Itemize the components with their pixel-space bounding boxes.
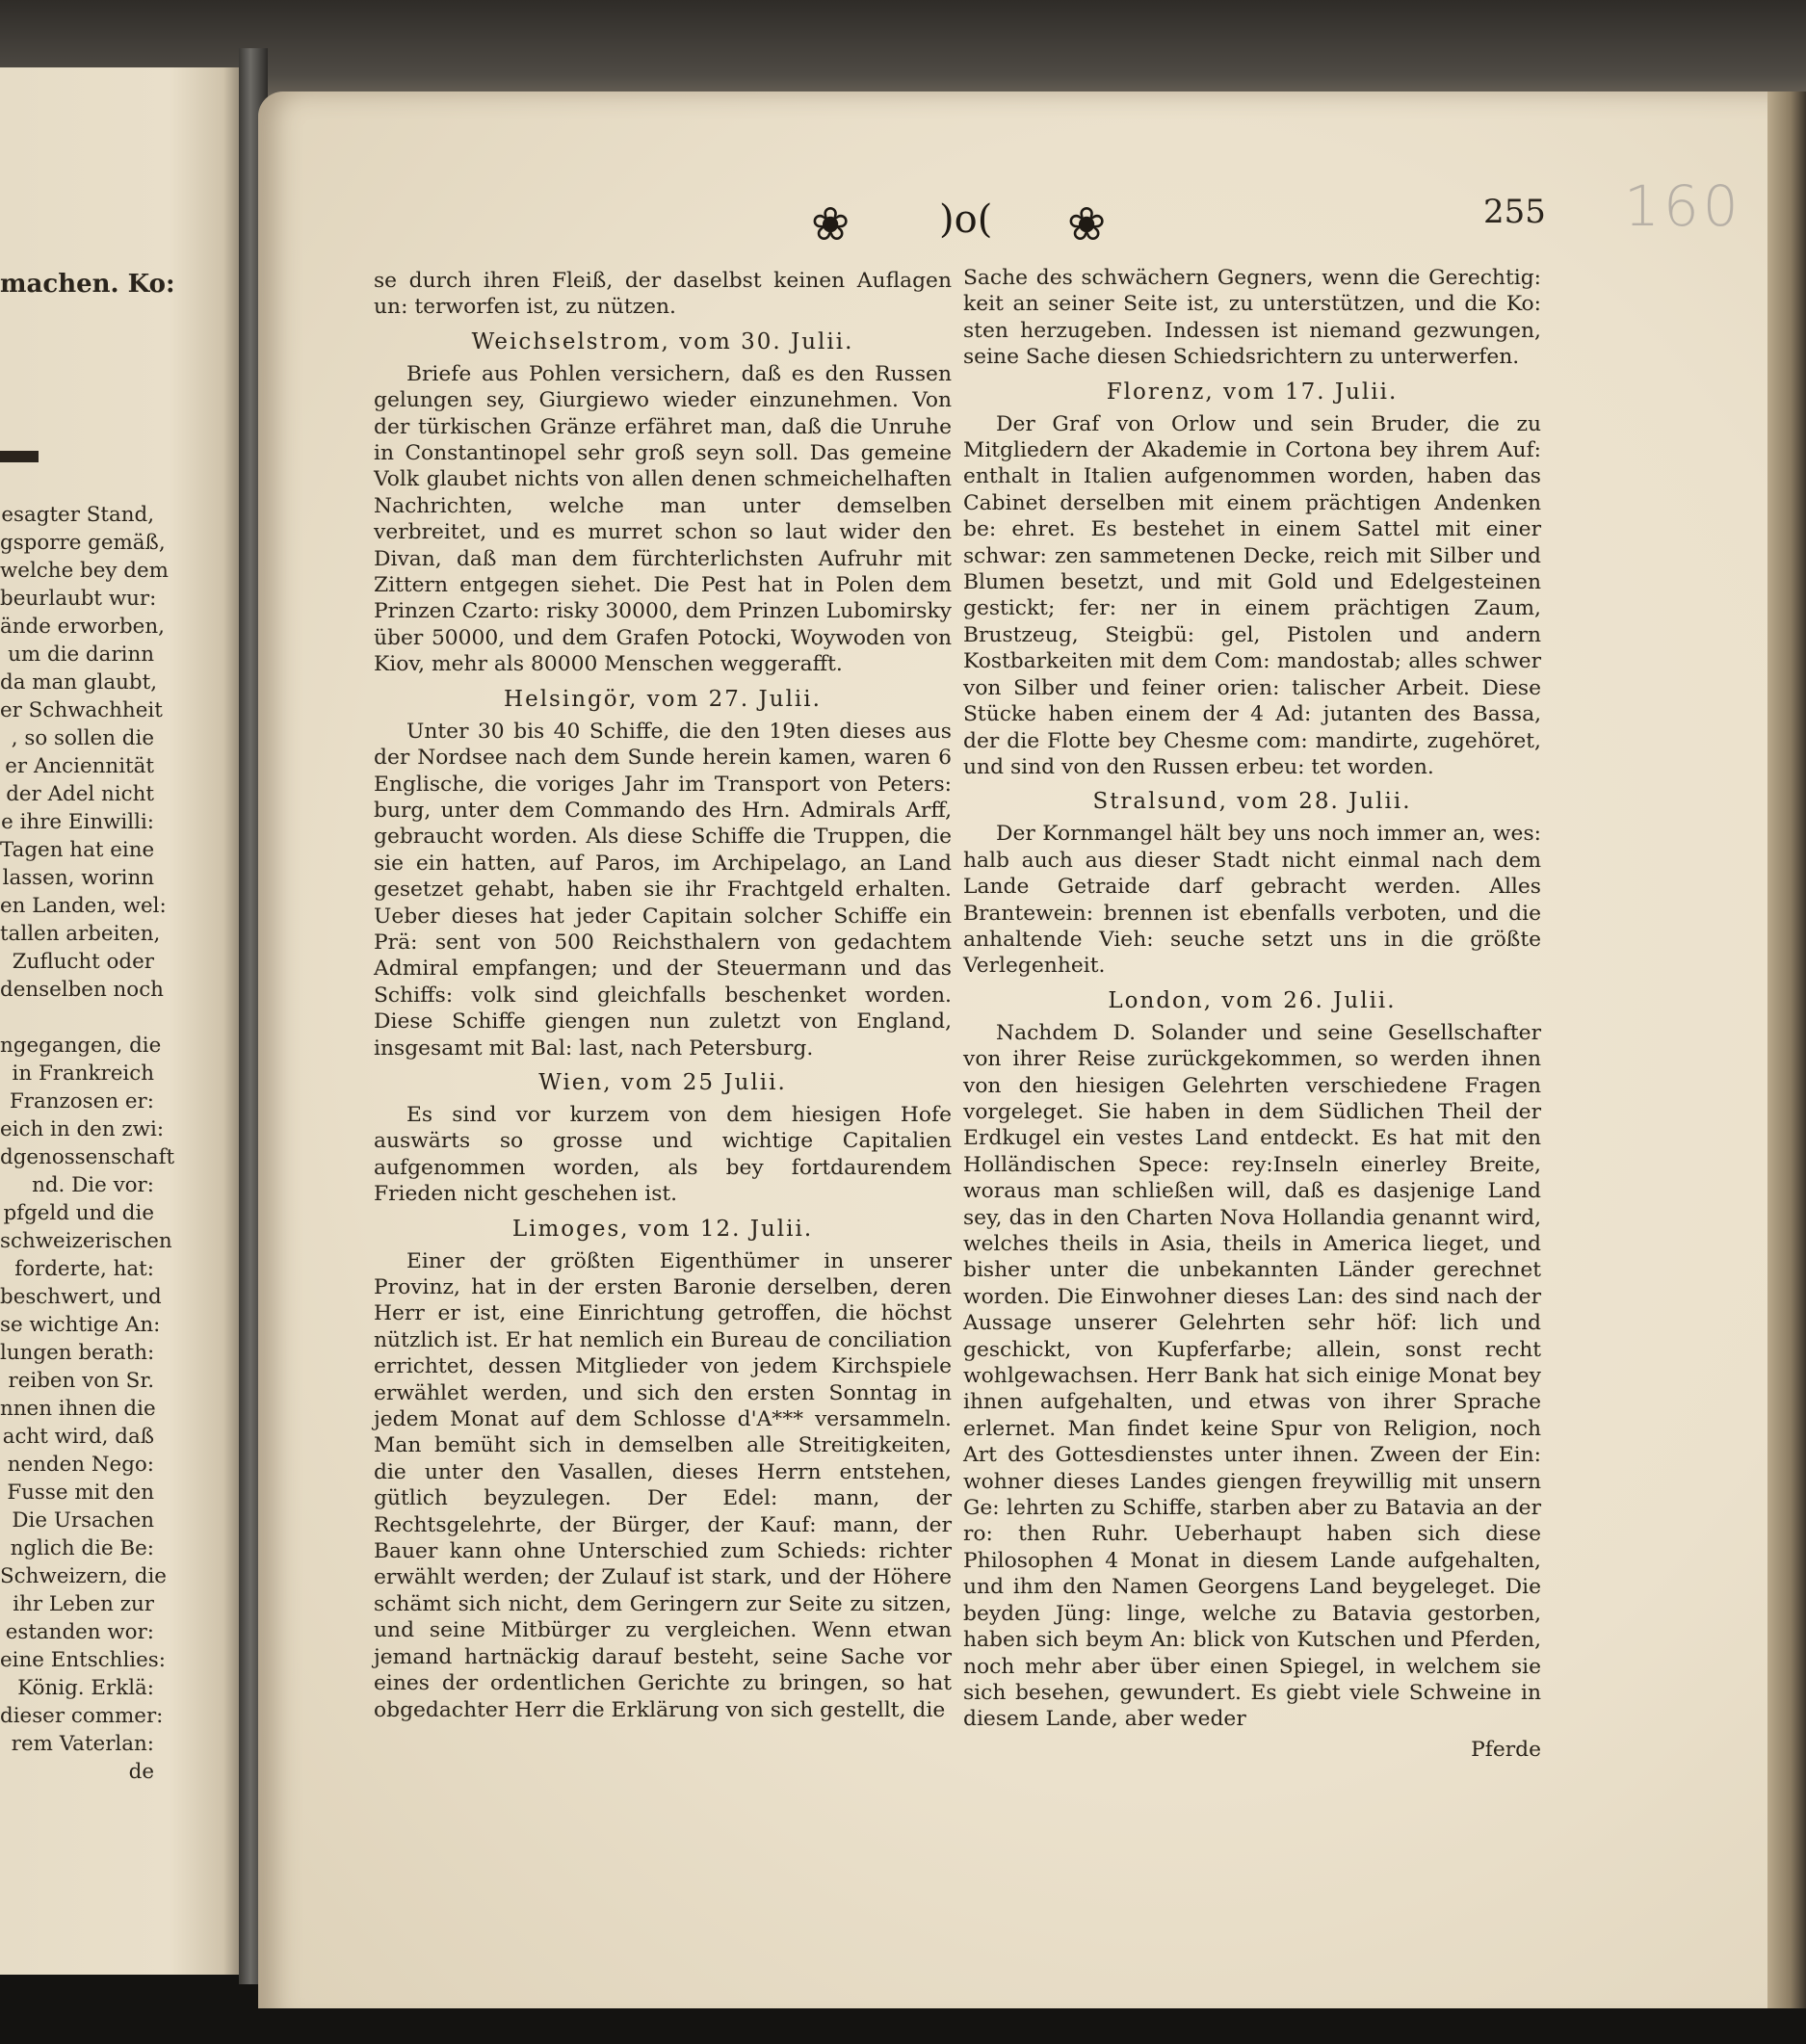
page-number: 255: [1483, 193, 1546, 231]
left-page-line: [0, 1004, 154, 1032]
section-text: Der Graf von Orlow und sein Bruder, die zu Mitgliedern der Akademie in Cortona bey ihrem Auf: enthalt in Italien aufgenommen worden, haben das Cabinet derselben mit einem prächtigen Andenken be: ehret. Es bestehet in einem Sattel mit einer schwar: zen sammetenen Decke, reich mit Silber und Blumen besetzt, und mit Gold und Edelgesteinen gestickt; fer: ner in einem prächtigen Zaum, Brustzeug, Steigbü: gel, Pistolen und andern Kostbarkeiten mit dem Com: mandostab; alles schwer von Silber und feiner orien: talischer Arbeit. Diese Stücke haben einem der 4 Ad: jutanten des Bassa, der die Flotte bey Chesme com: mandirte, zugehöret, und sind von den Russen erbeu: tet worden.: [963, 411, 1541, 779]
left-page-line: esagter Stand,: [1, 503, 154, 527]
section-heading: Weichselstrom, vom 30. Julii.: [471, 328, 854, 354]
left-page-line: eine Entschlies:: [0, 1648, 166, 1672]
left-page-line: lungen berath:: [0, 1341, 155, 1365]
left-page-rule: [0, 451, 39, 462]
ornament-left-icon: ❀: [811, 197, 851, 251]
left-page-line: gsporre gemäß,: [0, 531, 166, 555]
left-page-line: Fusse mit den: [7, 1481, 154, 1505]
left-page-text: [0, 501, 175, 1786]
section-heading: Wien, vom 25 Julii.: [538, 1069, 787, 1095]
ornament-center: )o(: [939, 197, 993, 242]
left-facing-page: [0, 67, 243, 1975]
left-page-line: Tagen hat eine: [0, 838, 155, 862]
left-page-line: Zuflucht oder: [12, 950, 154, 974]
section-heading: Helsingör, vom 27. Julii.: [504, 686, 822, 712]
section-text: Einer der größten Eigenthümer in unserer Provinz, hat in der ersten Baronie derselben, deren Herr er ist, eine Einrichtung getroffen, die höchst nützlich ist. Er hat nemlich ein Bureau de conciliation errichtet, dessen Mitglieder von jedem Kirchspiele erwählet werden, und sich den ersten Sonntag in jedem Monat auf dem Schlosse d'A*** versammeln. Man bemüht sich in demselben alle Streitigkeiten, die unter den Vasallen, dieses Herrn entstehen, gütlich beyzulegen. Der Edel: mann, der Rechtsgelehrte, der Bürger, der Kauf: mann, der Bauer kann ohne Unterschied zum Schieds: richter erwählt werden; der Zulauf ist stark, und der Höhere schämt sich nicht, dem Geringern zur Seite zu sitzen, und seine Mitbürger zu vergleichen. Wenn etwan jemand hartnäckig darauf besteht, seine Sache vor eines der ordentlichen Gerichte zu bringen, so hat obgedachter Herr die Erklärung von sich gestellt, die: [374, 1248, 952, 1722]
left-page-line: denselben noch: [0, 978, 164, 1002]
left-page-line: de: [128, 1760, 154, 1784]
left-page-line: tallen arbeiten,: [0, 922, 161, 946]
left-page-line: der Adel nicht: [6, 782, 154, 806]
left-page-line: estanden wor:: [5, 1620, 154, 1644]
left-page-line: er Anciennität: [5, 754, 154, 778]
left-page-line: Franzosen er:: [9, 1089, 154, 1114]
section-text: Es sind vor kurzem von dem hiesigen Hofe auswärts so grosse und wichtige Capitalien aufgenommen worden, als bey fortdaurendem Frieden nicht geschehen ist.: [374, 1102, 952, 1207]
left-page-line: e ihre Einwilli:: [1, 810, 154, 834]
left-page-line: dieser commer:: [0, 1704, 164, 1728]
left-page-line: um die darinn: [8, 642, 154, 667]
left-page-heading: machen. Ko:: [0, 270, 175, 299]
section-text: Unter 30 bis 40 Schiffe, die den 19ten dieses aus der Nordsee nach dem Sunde herein kamen, waren 6 Englische, die voriges Jahr im Transport von Peters: burg, unter dem Commando des Hrn. Admirals Arff, gebraucht worden. Als diese Schiffe die Truppen, die sie ein hatten, auf Paros, im Archipelago, an Land gesetzet gehabt, haben sie ihr Frachtgeld erhalten. Ueber dieses hat jeder Capitain solcher Schiffe ein Prä: sent von 500 Reichsthalern von gedachtem Admiral empfangen; und der Steuermann und das Schiffs: volk sind gleichfalls beschenket worden. Diese Schiffe giengen nun zuletzt von England, insgesamt mit Bal: last, nach Petersburg.: [374, 719, 952, 1061]
column-2: [963, 265, 1541, 1763]
left-page-line: in Frankreich: [12, 1061, 154, 1086]
left-page-line: lassen, worinn: [2, 866, 154, 890]
catchword: Pferde: [1471, 1737, 1541, 1762]
section-heading: London, vom 26. Julii.: [1108, 987, 1397, 1013]
left-page-line: reiben von Sr.: [8, 1369, 154, 1393]
section-heading: Limoges, vom 12. Julii.: [511, 1216, 814, 1242]
left-page-line: pfgeld und die: [3, 1201, 154, 1225]
left-page-line: König. Erklä:: [17, 1676, 154, 1700]
section-heading: Stralsund, vom 28. Julii.: [1092, 789, 1412, 815]
left-page-line: schweizerischen: [0, 1229, 172, 1253]
section-text: Der Kornmangel hält bey uns noch immer an, wes: halb auch aus dieser Stadt nicht einmal nach dem Lande Getraide darf gebracht werden. Alles Brantewein: brennen ist ebenfalls verboten, und die anhaltende Vieh: seuche setzt uns in die größte Verlegenheit.: [963, 822, 1541, 979]
left-page-line: , so sollen die: [11, 726, 154, 750]
left-page-line: nd. Die vor:: [32, 1173, 154, 1197]
left-page-line: Schweizern, die: [0, 1564, 167, 1588]
column-1-intro: se durch ihren Fleiß, der daselbst keinen Auflagen un: terworfen ist, zu nützen.: [374, 269, 952, 320]
left-page-line: beschwert, und: [0, 1285, 162, 1309]
left-page-line: er Schwachheit: [0, 698, 163, 722]
page-edge: [1767, 92, 1806, 2018]
left-page-line: beurlaubt wur:: [0, 587, 157, 611]
left-page-line: Die Ursachen: [12, 1508, 154, 1533]
left-page-line: acht wird, daß: [2, 1425, 154, 1449]
section-text: Briefe aus Pohlen versichern, daß es den Russen gelungen sey, Giurgiewo wieder einzunehmen. Von der türkischen Gränze erfähret man, daß die Unruhe in Constantinopel sehr groß seyn soll. Das gemeine Volk glaubet nichts von allen denen schmeichelhaften Nachrichten, welche man unter demselben verbreitet, und es murret schon so laut wider den Divan, daß man dem fürchterlichsten Aufruhr mit Zittern entgegen siehet. Die Pest hat in Polen dem Prinzen Czarto: risky 30000, dem Prinzen Lubomirsky über 50000, und dem Grafen Potocki, Woywoden von Kiov, mehr als 80000 Menschen weggerafft.: [374, 361, 952, 677]
left-page-line: ihr Leben zur: [13, 1592, 154, 1616]
left-page-line: eich in den zwi:: [0, 1117, 165, 1141]
left-page-line: nnen ihnen die: [0, 1397, 156, 1421]
column-2-intro: Sache des schwächern Gegners, wenn die Gerechtig: keit an seiner Seite ist, zu unterstützen, und die Ko: sten herzugeben. Indessen ist niemand gezwungen, seine Sache diesen Schiedsrichtern zu unterwerfen.: [963, 266, 1541, 370]
left-page-line: nglich die Be:: [10, 1536, 154, 1560]
section-text: Nachdem D. Solander und seine Gesellschafter von ihrer Reise zurückgekommen, so werden ihnen von den hiesigen Gelehrten verschiedene Fragen vorgeleget. Sie haben in dem Südlichen Theil der Erdkugel ein vestes Land entdeckt. Es hat mit den Holländischen Spece: rey:Inseln einerley Breite, woraus man schließen will, daß es dasjenige Land sey, das in den Charten Nova Hollandia genannt wird, welches theils in Asia, theils in America lieget, und bisher unter die unbekannten Länder gerechnet worden. Die Einwohner dieses Lan: des sind nach der Aussage unserer Gelehrten sehr höf: lich und geschickt, von Kupferfarbe; allein, sonst recht wohlgewachsen. Herr Bank hat sich einige Monat bey ihnen aufgehalten, und etwas von ihrer Sprache erlernet. Man findet keine Spur von Religion, noch Art des Gottesdienstes unter ihnen. Zween der Ein: wohner dieses Landes giengen freywillig mit unsern Ge: lehrten zu Schiffe, starben aber zu Batavia an der ro: then Ruhr. Ueberhaupt haben sich diese Philosophen 4 Monat in diesem Lande aufgehalten, und ihm den Namen Georgens Land beygeleget. Die beyden Jüng: linge, welche zu Batavia gestorben, haben sich beym An: blick von Kutschen und Pferden, noch mehr aber über einen Spiegel, in welchem sie sich besehen, gewundert. Es giebt viele Schweine in diesem Lande, aber weder: [963, 1020, 1541, 1732]
left-page-line: dgenossenschaft: [0, 1145, 175, 1169]
left-page-line: nenden Nego:: [7, 1453, 154, 1477]
left-page-line: se wichtige An:: [0, 1313, 161, 1337]
left-page-line: welche bey dem: [0, 559, 169, 583]
left-page-line: rem Vaterlan:: [11, 1732, 154, 1756]
section-heading: Florenz, vom 17. Julii.: [1106, 379, 1399, 405]
left-page-line: ngegangen, die: [0, 1034, 162, 1058]
archive-folio-number: 160: [1624, 173, 1742, 239]
left-page-line: da man glaubt,: [0, 670, 158, 694]
left-page-line: en Landen, wel:: [0, 894, 167, 918]
column-1: [374, 268, 952, 1727]
bottom-edge: [0, 2008, 1806, 2044]
left-page-line: forderte, hat:: [14, 1257, 154, 1281]
ornament-right-icon: ❀: [1067, 197, 1107, 251]
left-page-line: ände erworben,: [0, 615, 165, 639]
